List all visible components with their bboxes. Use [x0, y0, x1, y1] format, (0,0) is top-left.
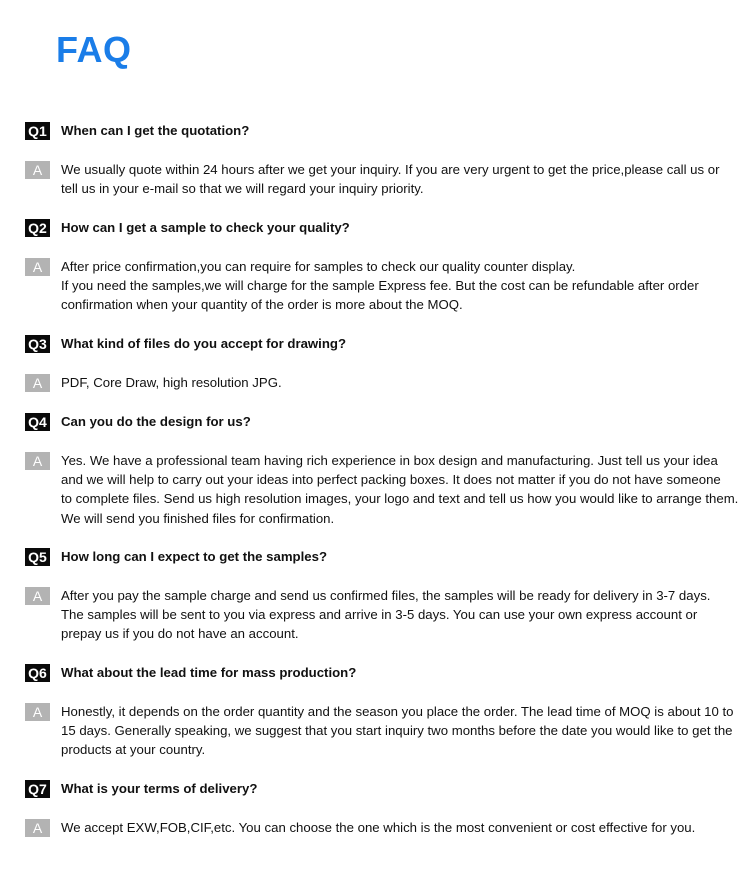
faq-question-7: [25, 779, 743, 798]
answer-badge: A: [25, 703, 50, 721]
faq-answer-1: [25, 160, 743, 198]
question-text: How long can I expect to get the samples?: [61, 549, 327, 564]
question-text: When can I get the quotation?: [61, 123, 250, 138]
answer-badge: A: [25, 452, 50, 470]
answer-badge: A: [25, 374, 50, 392]
faq-question-1: [25, 121, 743, 140]
answer-text: After price confirmation,you can require for samples to check our quality counter display. If you need the samples,we will charge for the sample Express fee. But the cost can be refundable after order confirmation when your quantity of the order is more about the MOQ.: [61, 259, 699, 313]
answer-text: After you pay the sample charge and send us confirmed files, the samples will be ready for delivery in 3-7 days. The samples will be sent to you via express and arrive in 3-5 days. You can use your own express account or prepay us if you do not have an account.: [61, 588, 711, 642]
answer-badge: A: [25, 258, 50, 276]
question-badge: Q3: [25, 335, 50, 353]
question-text: What is your terms of delivery?: [61, 781, 258, 796]
faq-answer-4: [25, 451, 743, 528]
answer-text: Honestly, it depends on the order quantity and the season you place the order. The lead time of MOQ is about 10 to 15 days. Generally speaking, we suggest that you start inquiry two months before the date you would like to get the products at your country.: [61, 704, 734, 758]
question-badge: Q1: [25, 122, 50, 140]
faq-question-4: [25, 412, 743, 431]
question-badge: Q5: [25, 548, 50, 566]
answer-text: We accept EXW,FOB,CIF,etc. You can choose the one which is the most convenient or cost effective for you.: [61, 820, 696, 835]
question-text: What kind of files do you accept for drawing?: [61, 336, 347, 351]
faq-answer-7: [25, 818, 743, 837]
question-text: Can you do the design for us?: [61, 414, 251, 429]
answer-badge: A: [25, 161, 50, 179]
faq-answer-6: [25, 702, 743, 760]
answer-text: Yes. We have a professional team having rich experience in box design and manufacturing. Just tell us your idea and we will help to carry out your ideas into perfect packing boxes. It does not matter if you do not have someone to complete files. Send us high resolution images, your logo and text and tell us how you would like to arrange them. We will send you finished files for confirmation.: [61, 453, 739, 526]
answer-text: We usually quote within 24 hours after we get your inquiry. If you are very urgent to get the price,please call us or tell us in your e-mail so that we will regard your inquiry priority.: [61, 162, 720, 197]
faq-answer-2: [25, 257, 743, 315]
answer-badge: A: [25, 587, 50, 605]
faq-question-3: [25, 334, 743, 353]
question-badge: Q4: [25, 413, 50, 431]
faq-question-6: [25, 663, 743, 682]
question-text: What about the lead time for mass production?: [61, 665, 357, 680]
question-text: How can I get a sample to check your quality?: [61, 220, 350, 235]
faq-question-5: [25, 547, 743, 566]
faq-question-2: [25, 218, 743, 237]
question-badge: Q7: [25, 780, 50, 798]
faq-answer-5: [25, 586, 743, 644]
question-badge: Q2: [25, 219, 50, 237]
faq-answer-3: [25, 373, 743, 392]
answer-text: PDF, Core Draw, high resolution JPG.: [61, 375, 282, 390]
question-badge: Q6: [25, 664, 50, 682]
answer-badge: A: [25, 819, 50, 837]
page-title: FAQ: [56, 29, 132, 70]
